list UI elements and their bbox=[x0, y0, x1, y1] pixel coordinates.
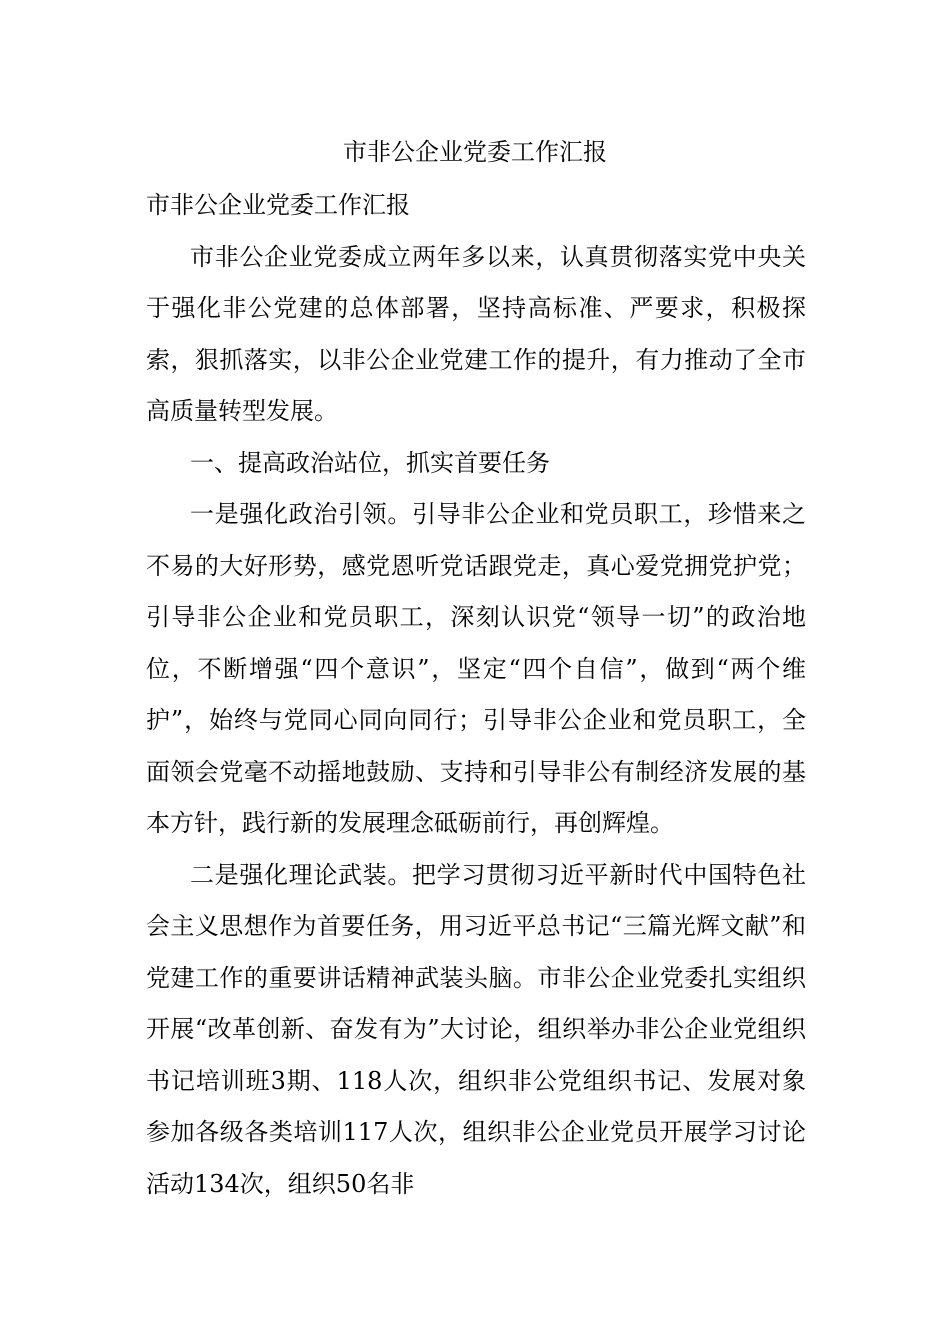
document-body bbox=[146, 180, 806, 1210]
section-heading: 一、提高政治站位，抓实首要任务 bbox=[190, 448, 550, 477]
body-paragraph: 一是强化政治引领。引导非公企业和党员职工，珍惜来之不易的大好形势，感党恩听党话跟党走，真心爱党拥党护党；引导非公企业和党员职工，深刻认识党“领导一切”的政治地位，不断增强“四个意识”，坚定“四个自信”，做到“两个维护”，始终与党同心同向同行；引导非公企业和党员职工，全面领会党毫不动摇地鼓励、支持和引导非公有制经济发展的基本方针，践行新的发展理念砥砺前行，再创辉煌。 bbox=[146, 500, 806, 837]
intro-paragraph: 市非公企业党委成立两年多以来，认真贯彻落实党中央关于强化非公党建的总体部署，坚持高标准、严要求，积极探索，狠抓落实，以非公企业党建工作的提升，有力推动了全市高质量转型发展。 bbox=[146, 242, 806, 425]
body-paragraph: 二是强化理论武装。把学习贯彻习近平新时代中国特色社会主义思想作为首要任务，用习近平总书记“三篇光辉文献”和党建工作的重要讲话精神武装头脑。市非公企业党委扎实组织开展“改革创新、奋发有为”大讨论，组织举办非公企业党组织书记培训班3期、118人次，组织非公党组织书记、发展对象参加各级各类培训117人次，组织非公企业党员开展学习讨论活动134次，组织50名非 bbox=[146, 860, 806, 1198]
document-title: 市非公企业党委工作汇报 bbox=[343, 138, 607, 166]
subtitle-paragraph: 市非公企业党委工作汇报 bbox=[146, 191, 410, 219]
